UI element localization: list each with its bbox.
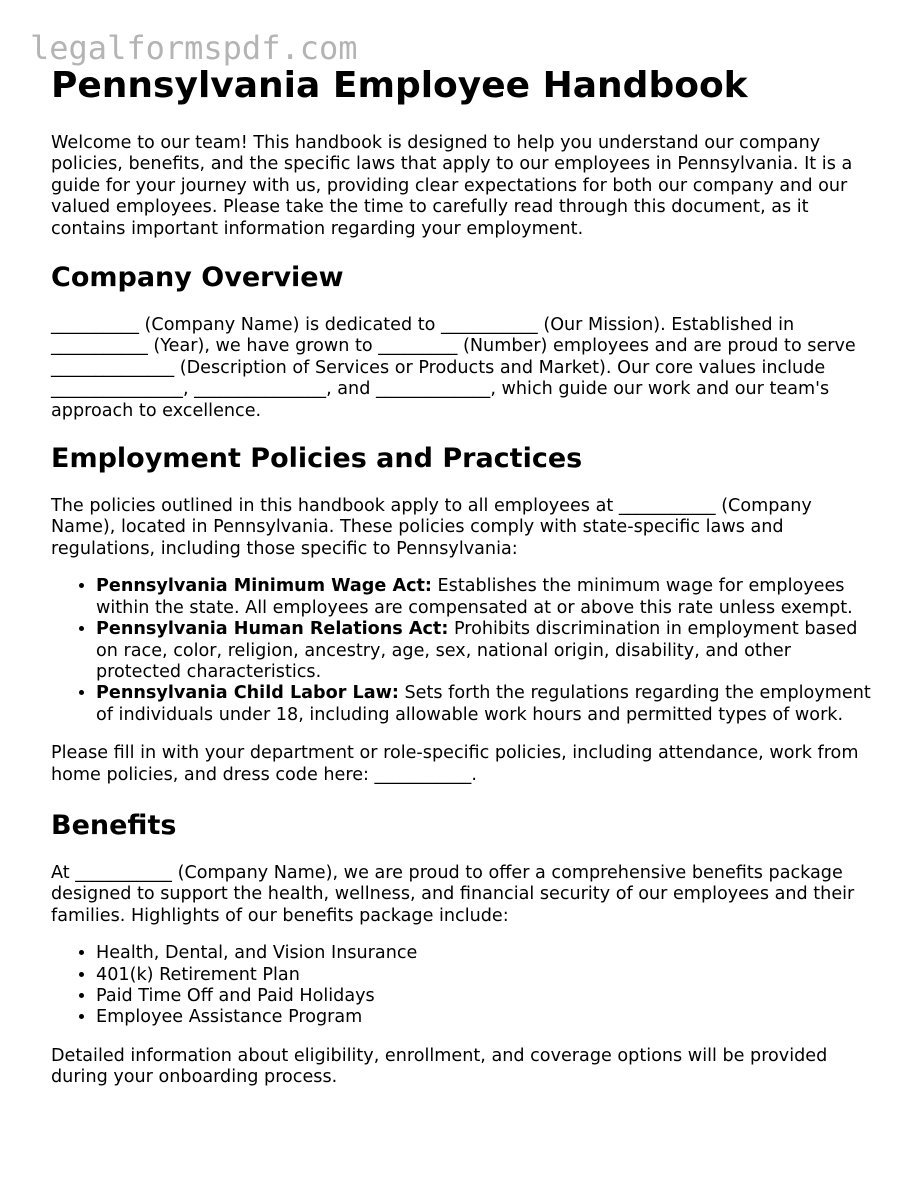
law-description: Establishes the minimum wage for employees within the state. All employees are compensated at or above this rate unless exempt.: [96, 576, 853, 618]
law-name: Pennsylvania Child Labor Law:: [96, 683, 399, 704]
list-item: [96, 619, 881, 683]
list-item: • 401(k) Retirement Plan: [96, 965, 881, 986]
law-name: Pennsylvania Human Relations Act:: [96, 619, 449, 640]
benefits-intro: At ___________ (Company Name), we are proud to offer a comprehensive benefits package designed to support the health, wellness, and financial security of our employees and their families. Highlights of our benefits package include:: [51, 862, 855, 926]
intro-paragraph: Welcome to our team! This handbook is designed to help you understand our company policies, benefits, and the specific laws that apply to our employees in Pennsylvania. It is a guide for your journey with us, providing clear expectations for both our company and our valued employees. Please take the time to carefully read through this document, as it contains important information regarding your employment.: [51, 133, 853, 239]
company-overview-paragraph: __________ (Company Name) is dedicated to ___________ (Our Mission). Established in ___________ (Year), we have grown to _________ (Number) employees and are proud to serve ______________ (Description of Services or Products and Market). Our core values include _______________, _______________, and _____________, which guide our work and our team's approach to excellence.: [51, 315, 856, 421]
law-description: Sets forth the regulations regarding the employment of individuals under 18, including allowable work hours and permitted types of work.: [96, 683, 871, 725]
list-item: • Paid Time Off and Paid Holidays: [96, 986, 881, 1007]
law-name: Pennsylvania Minimum Wage Act:: [96, 576, 432, 597]
employment-policies-intro: The policies outlined in this handbook apply to all employees at ___________ (Company Name), located in Pennsylvania. These policies comply with state-specific laws and regulations, including those specific to Pennsylvania:: [51, 496, 812, 559]
pennsylvania-laws-list: [51, 576, 881, 726]
list-item: • Health, Dental, and Vision Insurance: [96, 943, 881, 964]
section-heading-benefits: Benefits: [51, 809, 177, 841]
page-title: Pennsylvania Employee Handbook: [51, 65, 748, 106]
list-item: [96, 683, 881, 726]
document-body: [51, 62, 881, 1089]
section-heading-company-overview: Company Overview: [51, 262, 344, 294]
list-item: [96, 576, 881, 619]
watermark: legalformspdf.com: [30, 29, 358, 67]
section-heading-employment-policies: Employment Policies and Practices: [51, 443, 583, 475]
list-item: • Employee Assistance Program: [96, 1007, 881, 1028]
benefits-details-paragraph: Detailed information about eligibility, enrollment, and coverage options will be provided during your onboarding process.: [51, 1045, 828, 1088]
benefits-list: [51, 943, 881, 1029]
law-description: Prohibits discrimination in employment based on race, color, religion, ancestry, age, sex, national origin, disability, and other protected characteristics.: [96, 619, 858, 682]
role-specific-policies-paragraph: Please fill in with your department or role-specific policies, including attendance, work from home policies, and dress code here: ___________.: [51, 743, 859, 785]
